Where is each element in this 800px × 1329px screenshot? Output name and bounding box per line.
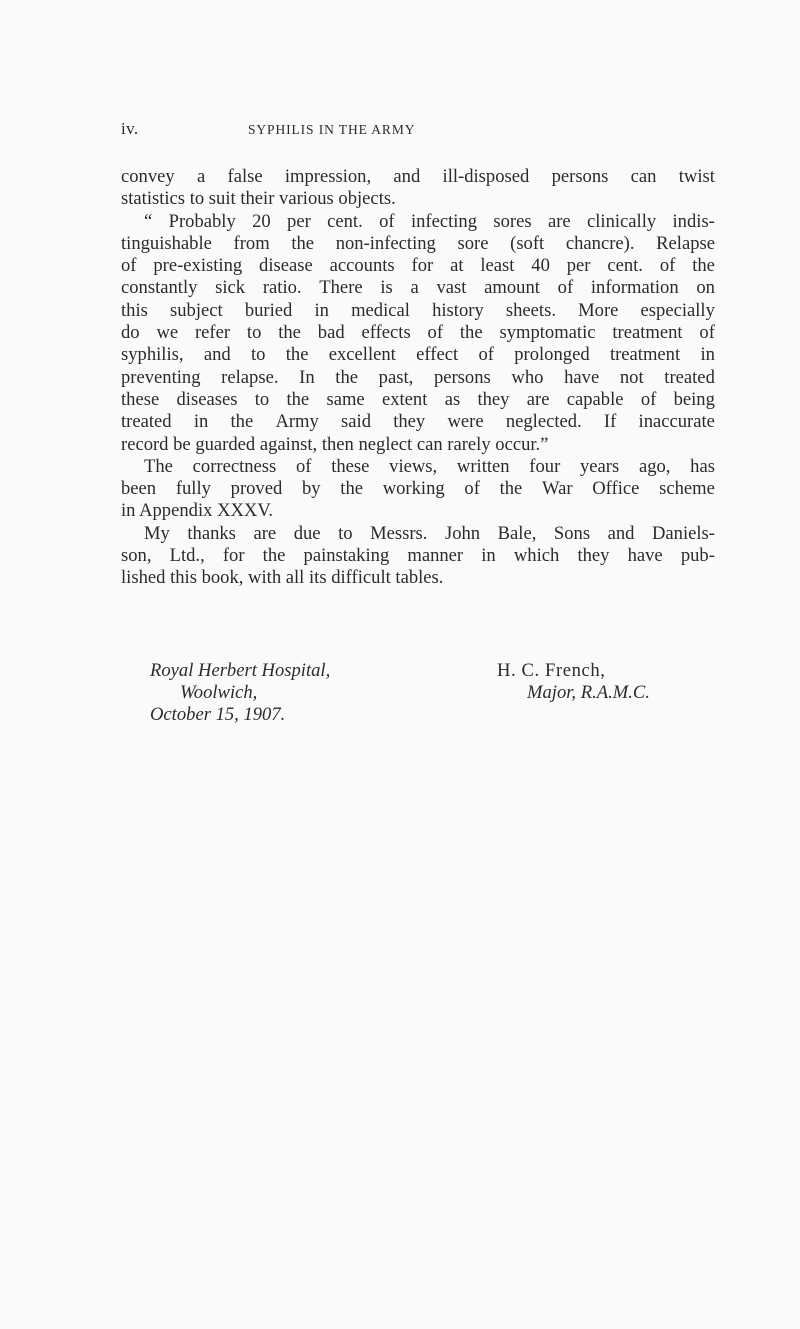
text-line-content: statistics to suit their various objects. [121,188,396,210]
word: cent. [607,255,643,277]
word: to [246,322,262,344]
word: manner [407,545,464,567]
word: son, [121,545,152,567]
word: correctness [192,455,277,477]
word: accounts [329,255,395,277]
word: in [314,299,329,321]
word: of [478,344,494,366]
word: relapse. [221,366,279,388]
word: being [673,388,715,410]
text-line [121,411,715,433]
word: capable [566,388,624,410]
text-line [121,456,715,478]
word: information [590,277,679,299]
word: pre-existing [153,255,243,277]
word: of [699,322,715,344]
text-line [121,545,715,567]
word: treated [664,366,715,388]
word: due [293,522,321,544]
word: persons [551,166,609,187]
word: of [557,277,574,299]
author-title: Major, R.A.M.C. [527,682,650,703]
word: of [427,322,444,344]
word: refer [194,322,231,344]
word: been [121,478,157,500]
word: thanks [187,522,236,544]
word: treatment [612,322,683,344]
text-line [121,233,715,255]
word: prolonged [514,344,590,366]
word: the [692,255,715,277]
text-line [121,188,715,210]
word: they [393,411,426,433]
word: Sons [553,522,591,544]
word: from [233,232,270,254]
text-line-content: lished this book, with all its difficult tables. [121,567,444,589]
word: history [432,299,484,321]
word: proved [230,478,283,500]
word: this [121,299,148,321]
word: sores [493,210,532,232]
word: in [193,411,209,433]
word: of [640,388,657,410]
text-line [121,344,715,366]
word: Daniels- [651,522,715,544]
preface-body [121,166,715,590]
word: do [121,322,140,344]
word: of [121,255,137,277]
word: and [607,522,635,544]
word: tinguishable [121,232,212,254]
word: years [580,455,620,477]
word: on [696,277,715,299]
word: they [477,388,510,410]
word: inaccurate [638,411,715,433]
word: 20 [252,210,271,232]
word: Ltd., [169,545,205,567]
word: effect [416,344,459,366]
word: are [547,210,571,232]
word: ratio. [262,277,302,299]
text-line [121,255,715,277]
word: the [291,232,315,254]
word: diseases [176,388,238,410]
word: scheme [659,478,715,500]
text-line [121,567,715,589]
word: the [230,411,254,433]
signature-place [150,660,330,726]
word: ago, [638,455,671,477]
word: painstaking [303,545,390,567]
word: sheets. [505,299,556,321]
word: the [262,545,286,567]
word: amount [484,277,540,299]
word: constantly [121,277,198,299]
word: said [341,411,371,433]
word: preventing [121,366,201,388]
signature-author [497,660,650,704]
word: of [379,210,395,232]
text-line [121,322,715,344]
word: sick [215,277,246,299]
word: Office [592,478,640,500]
word: the [286,388,310,410]
word: in [700,344,715,366]
word: the [335,366,359,388]
word: is [380,277,393,299]
word: the [340,478,363,500]
word: for [411,255,434,277]
word: past, [378,366,414,388]
word: subject [170,299,223,321]
signature-block [0,660,800,750]
word: the [278,322,301,344]
word: The [144,455,173,477]
word: a [196,166,206,187]
word: have [627,545,663,567]
word: Messrs. [370,522,428,544]
word: “ [144,210,153,232]
word: John [444,522,481,544]
word: as [444,388,461,410]
word: per [566,255,591,277]
text-line [121,478,715,500]
word: working [382,478,445,500]
word: to [338,522,353,544]
page-number: iv. [121,119,139,138]
word: bad [317,322,345,344]
word: for [222,545,245,567]
running-head: SYPHILIS IN THE ARMY [248,122,416,137]
word: neglected. [505,411,582,433]
text-line [121,166,715,188]
word: the [459,322,483,344]
word: symptomatic [499,322,596,344]
word: chancre). [565,232,635,254]
word: are [253,522,277,544]
word: vast [436,277,467,299]
word: treated [121,411,172,433]
word: have [564,366,600,388]
word: There [319,277,363,299]
text-line [121,367,715,389]
word: excellent [328,344,396,366]
signature-date: October 15, 1907. [150,704,286,725]
text-line [121,500,715,522]
word: written [456,455,510,477]
word: My [144,522,170,544]
word: twist [678,166,715,187]
word: and [203,344,231,366]
word: the [285,344,309,366]
word: they [577,545,610,567]
text-line [121,300,715,322]
word: ill-disposed [442,166,530,187]
text-line-content: record be guarded against, then neglect can rarely occur.” [121,433,549,455]
word: clinically [586,210,657,232]
word: fully [175,478,211,500]
word: not [619,366,644,388]
word: syphilis, [121,344,184,366]
word: these [331,455,370,477]
word: we [156,322,179,344]
author-name: H. C. French, [497,660,606,681]
word: Army [275,411,319,433]
word: effects [361,322,411,344]
word: pub- [680,545,715,567]
word: to [254,388,270,410]
word: per [287,210,311,232]
word: buried [244,299,293,321]
word: four [529,455,561,477]
text-line [121,523,715,545]
place-line: Royal Herbert Hospital, [150,660,331,681]
word: infecting [410,210,478,232]
word: Probably [168,210,236,232]
word: cent. [327,210,363,232]
word: impression, [284,166,372,187]
word: these [121,388,160,410]
word: War [542,478,573,500]
word: Relapse [656,232,715,254]
word: least [480,255,515,277]
word: has [690,455,715,477]
word: of [659,255,676,277]
word: and [393,166,421,187]
word: If [603,411,617,433]
place-line: Woolwich, [180,682,258,703]
word: Bale, [497,522,537,544]
word: can [630,166,657,187]
word: treatment [609,344,681,366]
word: In [299,366,315,388]
text-line-content: in Appendix XXXV. [121,500,274,522]
word: sore [457,232,489,254]
word: same [326,388,365,410]
word: to [250,344,266,366]
word: who [511,366,544,388]
word: are [526,388,550,410]
text-line [121,389,715,411]
word: in [481,545,496,567]
word: disease [259,255,313,277]
word: were [447,411,484,433]
text-line [121,277,715,299]
word: a [410,277,419,299]
word: of [296,455,312,477]
word: convey [121,166,175,187]
word: the [499,478,523,500]
text-line [121,211,715,233]
word: especially [640,299,715,321]
word: persons [433,366,491,388]
word: (soft [510,232,545,254]
word: extent [381,388,428,410]
word: which [513,545,560,567]
word: views, [389,455,438,477]
page-header [121,119,721,143]
word: of [464,478,480,500]
word: indis- [672,210,715,232]
word: non-infecting [335,232,436,254]
word: by [301,478,321,500]
word: medical [351,299,410,321]
word: false [227,166,263,187]
word: at [450,255,464,277]
word: 40 [531,255,550,277]
word: More [578,299,619,321]
text-line [121,434,715,456]
